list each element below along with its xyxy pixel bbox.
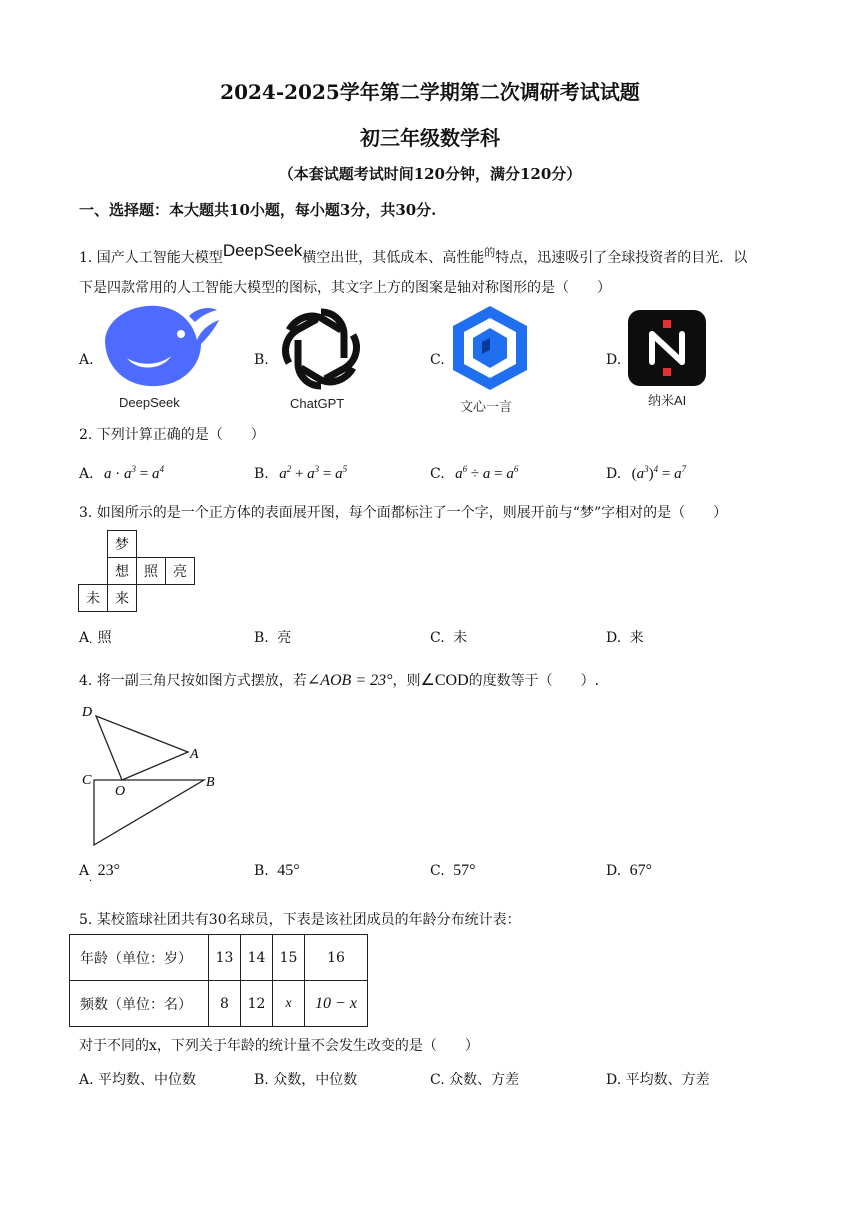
point-d-label: D (82, 705, 93, 720)
q2-option-d-letter: D. (606, 466, 622, 482)
q1-option-a[interactable] (97, 300, 222, 412)
q1-option-b[interactable] (274, 302, 370, 412)
q1-option-c-label: 文心一言 (460, 399, 513, 414)
q4-option-c-letter: C. (430, 863, 445, 879)
q3-option-a-letter: A (79, 630, 90, 646)
point-b-label: B (206, 775, 215, 790)
point-c-label: C (82, 773, 92, 788)
q1-option-b-label: ChatGPT (290, 396, 345, 411)
net-face: 梦 (108, 531, 137, 558)
q1-text-de: 的 (484, 246, 496, 259)
q1-option-c-letter[interactable]: C. (430, 352, 445, 368)
q4-option-a-letter: A (79, 863, 90, 879)
q3-option-a-dot: · (89, 638, 93, 649)
net-face: 未 (79, 585, 108, 612)
q5-option-a[interactable] (79, 1069, 196, 1089)
whale-icon (97, 300, 222, 392)
q3-option-c-text: 未 (453, 630, 468, 646)
q1-line1 (79, 241, 747, 267)
q5-stem: 5. 某校篮球社团共有30名球员，下表是该社团成员的年龄分布统计表： (79, 912, 521, 928)
q2-option-a-expr: $a \cdot a^3 = a^4$ (104, 464, 164, 482)
q4-option-d-letter: D. (606, 863, 622, 879)
q1-text-b: 横空出世，其低成本、高性能 (302, 250, 485, 266)
q5-option-b-text: 众数，中位数 (273, 1072, 358, 1088)
q4-option-a-value: 23° (97, 862, 120, 879)
q2-option-a-letter: A. (79, 466, 94, 482)
table-cell: 8 (209, 981, 241, 1027)
q4-stem-pre: 4. 将一副三角尺按如图方式摆放，若 (79, 673, 307, 689)
section-heading: 一、选择题：本大题共10小题，每小题3分，共30分. (79, 201, 437, 219)
page-subtitle: 初三年级数学科 (360, 126, 500, 150)
q5-option-a-letter: A. (79, 1072, 94, 1088)
q3-option-b[interactable] (254, 627, 291, 647)
q4-option-d-value: 67° (629, 862, 653, 879)
table-cell: x (273, 981, 305, 1027)
net-face: 亮 (166, 558, 195, 585)
q2-option-c-letter: C. (430, 466, 445, 482)
table-header-freq: 频数（单位：名） (70, 981, 209, 1027)
q2-option-d[interactable] (606, 464, 686, 483)
q1-option-a-letter[interactable]: A. (79, 352, 94, 368)
q3-option-b-letter: B. (254, 630, 269, 646)
q5-option-a-text: 平均数、中位数 (98, 1072, 197, 1088)
q4-stem (79, 670, 599, 690)
q5-option-c-letter: C. (430, 1072, 445, 1088)
q4-option-a[interactable] (79, 862, 120, 880)
q5-option-c[interactable] (430, 1069, 519, 1089)
net-face: 照 (137, 558, 166, 585)
q1-option-d-letter[interactable]: D. (606, 352, 622, 368)
q1-line2: 下是四款常用的人工智能大模型的图标，其文字上方的图案是轴对称图形的是（ ） (79, 280, 611, 296)
q3-stem: 3. 如图所示的是一个正方体的表面展开图，每个面都标注了一个字，则展开前与“梦”字相对的是（ ） (79, 505, 728, 521)
q2-option-c[interactable] (430, 464, 518, 483)
q1-option-a-label: DeepSeek (119, 395, 180, 410)
q1-option-d[interactable] (628, 310, 708, 410)
q3-option-a-text: 照 (97, 630, 112, 646)
q5-follow: 对于不同的x，下列关于年龄的统计量不会发生改变的是（ ） (79, 1038, 479, 1054)
table-cell: 10 − x (305, 981, 368, 1027)
q1-brand: DeepSeek (222, 241, 303, 260)
triangle-figure (78, 700, 228, 850)
q4-option-c[interactable] (430, 862, 476, 880)
q3-option-c-letter: C. (430, 630, 445, 646)
q2-option-b[interactable] (254, 464, 347, 483)
page-title: 2024-2025学年第二学期第二次调研考试试题 (220, 80, 640, 104)
table-header-age: 年龄（单位：岁） (70, 935, 209, 981)
openai-knot-icon (274, 302, 368, 396)
q1-option-c[interactable] (450, 304, 534, 414)
q4-option-b[interactable] (254, 862, 300, 880)
cube-net (78, 530, 195, 612)
q3-option-d-letter: D. (606, 630, 622, 646)
q5-option-d-text: 平均数、方差 (625, 1072, 710, 1088)
q2-option-b-letter: B. (254, 466, 269, 482)
q4-angle-aob: ∠AOB = 23° (306, 672, 393, 689)
exam-note: （本套试题考试时间120分钟，满分120分） (278, 165, 582, 183)
q4-stem-post: 的度数等于（ ）. (468, 673, 600, 689)
net-face: 想 (108, 558, 137, 585)
q3-option-d-text: 来 (629, 630, 644, 646)
net-face: 来 (108, 585, 137, 612)
q5-option-d-letter: D. (606, 1072, 622, 1088)
q1-text-a: 1. 国产人工智能大模型 (79, 250, 223, 266)
q4-angle-cod: ∠COD (420, 672, 469, 689)
q5-option-b-letter: B. (254, 1072, 269, 1088)
q5-option-b[interactable] (254, 1069, 357, 1089)
point-a-label: A (190, 747, 199, 762)
q2-option-c-expr: $a^6 \div a = a^6$ (455, 464, 519, 482)
wenxin-cube-icon (450, 304, 530, 392)
table-cell: 13 (209, 935, 241, 981)
q3-option-a[interactable] (79, 627, 112, 647)
q4-option-b-letter: B. (254, 863, 269, 879)
table-cell: 14 (241, 935, 273, 981)
table-cell: 16 (305, 935, 368, 981)
nami-n-icon (628, 310, 706, 386)
q1-option-b-letter[interactable]: B. (254, 352, 269, 368)
q1-option-d-label: 纳米AI (648, 393, 687, 408)
point-o-label: O (115, 784, 126, 799)
q1-text-c: 特点，迅速吸引了全球投资者的目光．以 (495, 250, 748, 266)
table-cell: 12 (241, 981, 273, 1027)
q4-stem-mid: ，则 (392, 673, 421, 689)
q2-option-b-expr: $a^2 + a^3 = a^5$ (279, 464, 348, 482)
q5-option-d[interactable] (606, 1069, 710, 1089)
q2-option-d-expr: $(a^3)^4 = a^7$ (631, 464, 687, 482)
q4-option-d[interactable] (606, 862, 652, 880)
q4-option-b-value: 45° (277, 862, 300, 879)
table-cell: 15 (273, 935, 305, 981)
q3-option-b-text: 亮 (277, 630, 292, 646)
q3-option-c[interactable] (430, 627, 467, 647)
q4-option-c-value: 57° (453, 862, 476, 879)
q2-option-a[interactable] (79, 464, 164, 483)
q2-stem: 2. 下列计算正确的是（ ） (79, 427, 265, 443)
q4-option-a-dot: · (89, 876, 93, 887)
q5-option-c-text: 众数、方差 (449, 1072, 520, 1088)
q3-option-d[interactable] (606, 627, 644, 647)
age-frequency-table (69, 934, 368, 1027)
